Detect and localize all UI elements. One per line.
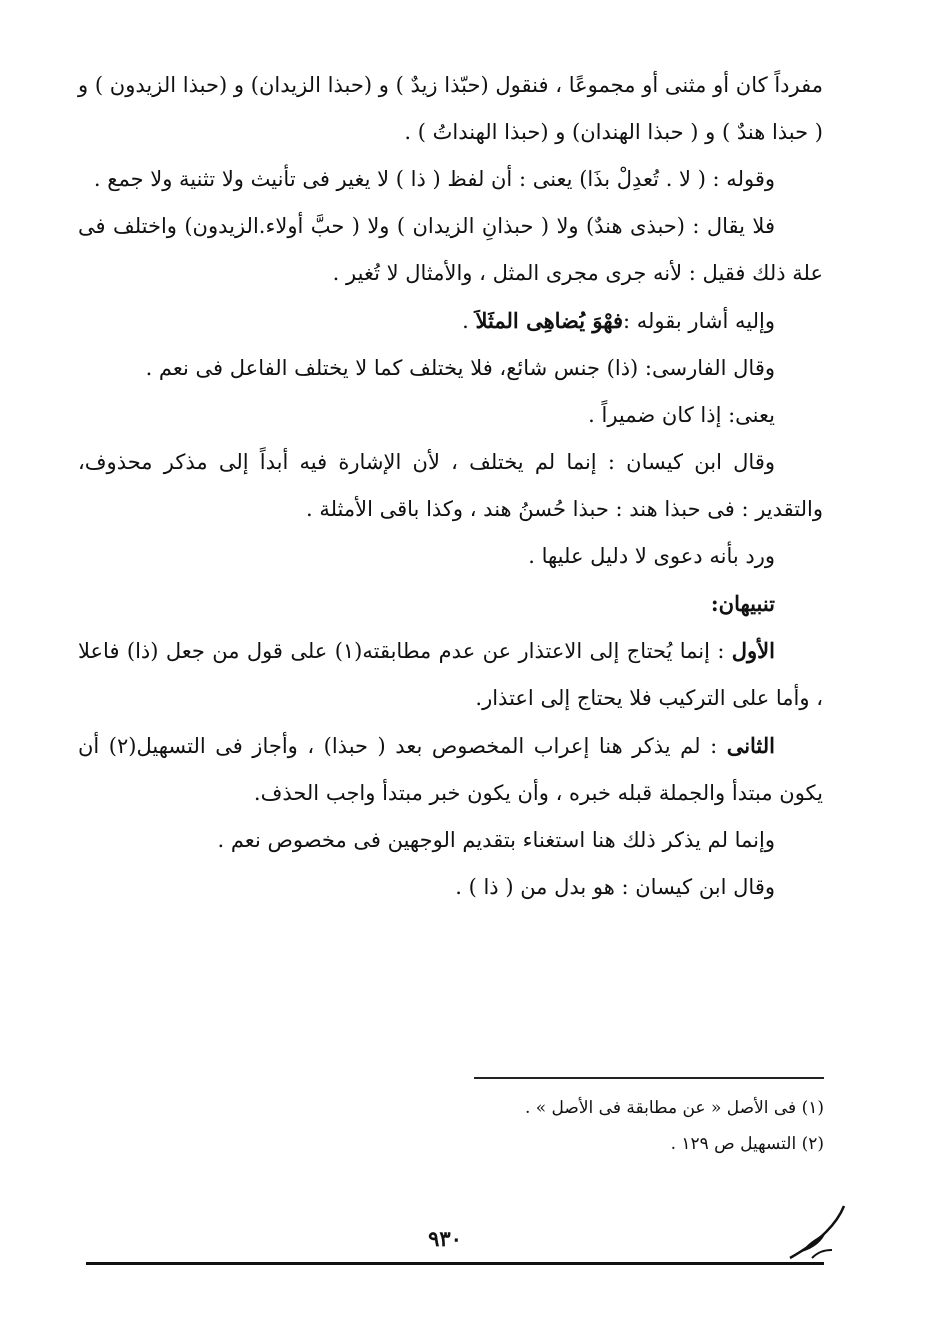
footnote-2: (٢) التسهيل ص ١٢٩ . bbox=[670, 1134, 824, 1154]
second-note bbox=[78, 722, 823, 817]
footnotes bbox=[420, 1090, 824, 1162]
footnote-divider bbox=[474, 1077, 824, 1079]
page-number: ٩٣٠ bbox=[428, 1226, 462, 1251]
first-note-label: الأول bbox=[731, 638, 775, 663]
second-note-label: الثانى bbox=[726, 733, 776, 758]
second-note-text: : لم يذكر هنا إعراب المخصوص بعد ( حبذا) ، وأجاز فى التسهيل(٢) أن يكون مبتدأ والجملة قبله خبره ، وأن يكون خبر مبتدأ واجب الحذف. bbox=[78, 734, 823, 805]
verse-line bbox=[78, 297, 823, 345]
bottom-rule bbox=[86, 1262, 824, 1265]
verse-end: . bbox=[462, 309, 476, 333]
verse-lead: وإليه أشار بقوله : bbox=[622, 309, 775, 333]
quill-ornament-icon bbox=[782, 1198, 852, 1268]
footnote-1: (١) فى الأصل « عن مطابقة فى الأصل » . bbox=[524, 1098, 824, 1118]
notes-heading: تنبيهان: bbox=[710, 591, 775, 616]
verse-quote: فهْوَ يُضاهِى المثَلاَ bbox=[475, 308, 623, 333]
paragraph-explanation: يعنى: إذا كان ضميراً . bbox=[588, 403, 775, 427]
paragraph-rebuttal: ورد بأنه دعوى لا دليل عليها . bbox=[528, 544, 775, 568]
paragraph-ibn-kaysan: وقال ابن كيسان : إنما لم يختلف ، لأن الإشارة فيه أبداً إلى مذكر محذوف، والتقدير : فى حبذا هند : حبذا حُسنُ هند ، وكذا باقى الأمثلة . bbox=[78, 450, 823, 521]
closing-paragraph-1: وإنما لم يذكر ذلك هنا استغناء بتقديم الوجهين فى مخصوص نعم . bbox=[217, 828, 775, 852]
paragraph-1: مفرداً كان أو مثنى أو مجموعًا ، فنقول (حبّذا زيدٌ ) و (حبذا الزيدان) و (حبذا الزيدون ) و ( حبذا هندٌ ) و ( حبذا الهندان) و (حبذا الهنداتُ ) . bbox=[78, 73, 823, 144]
paragraph-2: وقوله : ( لا . تُعدِلْ بذَا) يعنى : أن لفظ ( ذا ) لا يغير فى تأنيث ولا تثنية ولا جمع . bbox=[93, 167, 775, 191]
paragraph-farisi: وقال الفارسى: (ذا) جنس شائع، فلا يختلف كما لا يختلف الفاعل فى نعم . bbox=[145, 356, 775, 380]
paragraph-3: فلا يقال : (حبذى هندٌ) ولا ( حبذانِ الزيدان ) ولا ( حبَّ أولاء.الزيدون) واختلف فى علة ذلك فقيل : لأنه جرى مجرى المثل ، والأمثال لا تُغير . bbox=[78, 214, 823, 285]
first-note bbox=[78, 627, 823, 722]
first-note-text: : إنما يُحتاج إلى الاعتذار عن عدم مطابقته(١) على قول من جعل (ذا) فاعلا ، وأما على التركيب فلا يحتاج إلى اعتذار. bbox=[78, 639, 823, 710]
main-text bbox=[78, 62, 823, 911]
closing-paragraph-2: وقال ابن كيسان : هو بدل من ( ذا ) . bbox=[455, 875, 775, 899]
